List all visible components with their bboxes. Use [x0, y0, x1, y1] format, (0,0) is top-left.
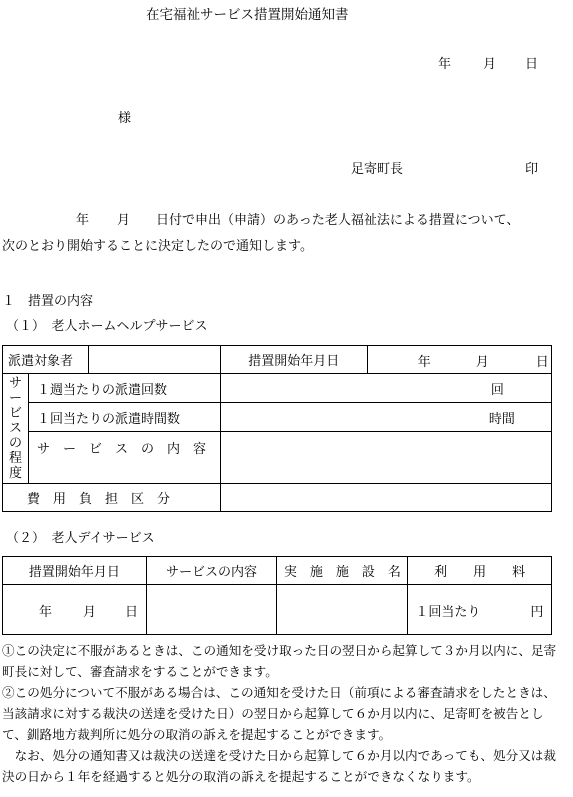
date-month-label: 月: [483, 57, 497, 72]
hours-unit: 時間: [488, 412, 515, 427]
document-title: 在宅福祉サービス措置開始通知書: [146, 7, 349, 23]
fee-cell[interactable]: [408, 585, 552, 635]
dispatch-target-label: 派遣対象者: [3, 346, 89, 374]
day-service-month: 月: [83, 604, 97, 620]
intro-month: 月: [117, 213, 131, 228]
home-help-table: [2, 345, 552, 512]
subsection-home-help: （１） 老人ホームヘルプサービス: [6, 319, 208, 334]
appeal-notes: [2, 640, 562, 787]
issuer-name: 足寄町長: [351, 162, 404, 177]
col-start-date: 措置開始年月日: [3, 557, 147, 585]
service-degree-label: サービスの程度: [3, 374, 29, 484]
service-content-cell[interactable]: [146, 585, 277, 635]
col-service-content: サービスの内容: [146, 557, 277, 585]
note-lawsuit: ②この処分について不服がある場合は、この通知を受けた日（前項による審査請求をしたときは、当該請求に対する裁決の送達を受けた日）の翌日から起算して６か月以内に、足寄町を被告として、釧路地方裁判所に処分の取消の訴えを提起することができます。: [2, 685, 556, 742]
note-review-request: ①この決定に不服があるときは、この通知を受け取った日の翌日から起算して３か月以内に、足寄町長に対して、審査請求をすることができます。: [2, 643, 557, 679]
date-year-label: 年: [438, 57, 452, 72]
start-year: 年: [417, 354, 431, 370]
intro-text-2: 次のとおり開始することに決定したので通知します。: [2, 239, 313, 254]
day-service-table: [2, 556, 552, 635]
col-facility-name: 実 施 施 設 名: [277, 557, 408, 585]
hours-per-visit-label: １回当たりの派遣時間数: [28, 403, 220, 432]
start-day: 日: [535, 354, 549, 370]
subsection-day-service: （２） 老人デイサービス: [6, 531, 155, 546]
dispatch-target-value[interactable]: [88, 346, 220, 374]
hours-per-visit-value[interactable]: [220, 403, 551, 432]
start-date-cell[interactable]: [3, 585, 147, 635]
day-service-day: 日: [125, 604, 139, 620]
note-time-limit: なお、処分の通知書又は裁決の送達を受けた日から起算して６か月以内であっても、処分又は裁決の日から１年を経過すると処分の取消の訴えを提起することができなくなります。: [2, 748, 556, 784]
cost-burden-value[interactable]: [220, 484, 551, 512]
date-day-label: 日: [525, 57, 539, 72]
start-date-label: 措置開始年月日: [220, 346, 367, 374]
start-date-value[interactable]: [367, 346, 551, 374]
cost-burden-label: 費 用 負 担 区 分: [3, 484, 221, 512]
start-month: 月: [475, 354, 489, 370]
count-unit: 回: [490, 383, 504, 398]
intro-year: 年: [76, 213, 90, 228]
service-content-label: サ ー ビ ス の 内 容: [28, 432, 220, 484]
yen-unit: 円: [530, 604, 544, 620]
weekly-count-value[interactable]: [220, 374, 551, 403]
day-service-year: 年: [39, 604, 53, 620]
section-heading: １ 措置の内容: [2, 294, 94, 309]
facility-name-cell[interactable]: [277, 585, 408, 635]
service-content-value[interactable]: [220, 432, 551, 484]
addressee-suffix: 様: [118, 111, 132, 126]
col-fee: 利 用 料: [408, 557, 552, 585]
intro-text-1: 日付で申出（申請）のあった老人福祉法による措置について、: [156, 213, 520, 228]
per-use-label: １回当たり: [415, 604, 481, 620]
weekly-count-label: １週当たりの派遣回数: [28, 374, 220, 403]
seal-mark: 印: [525, 162, 539, 177]
